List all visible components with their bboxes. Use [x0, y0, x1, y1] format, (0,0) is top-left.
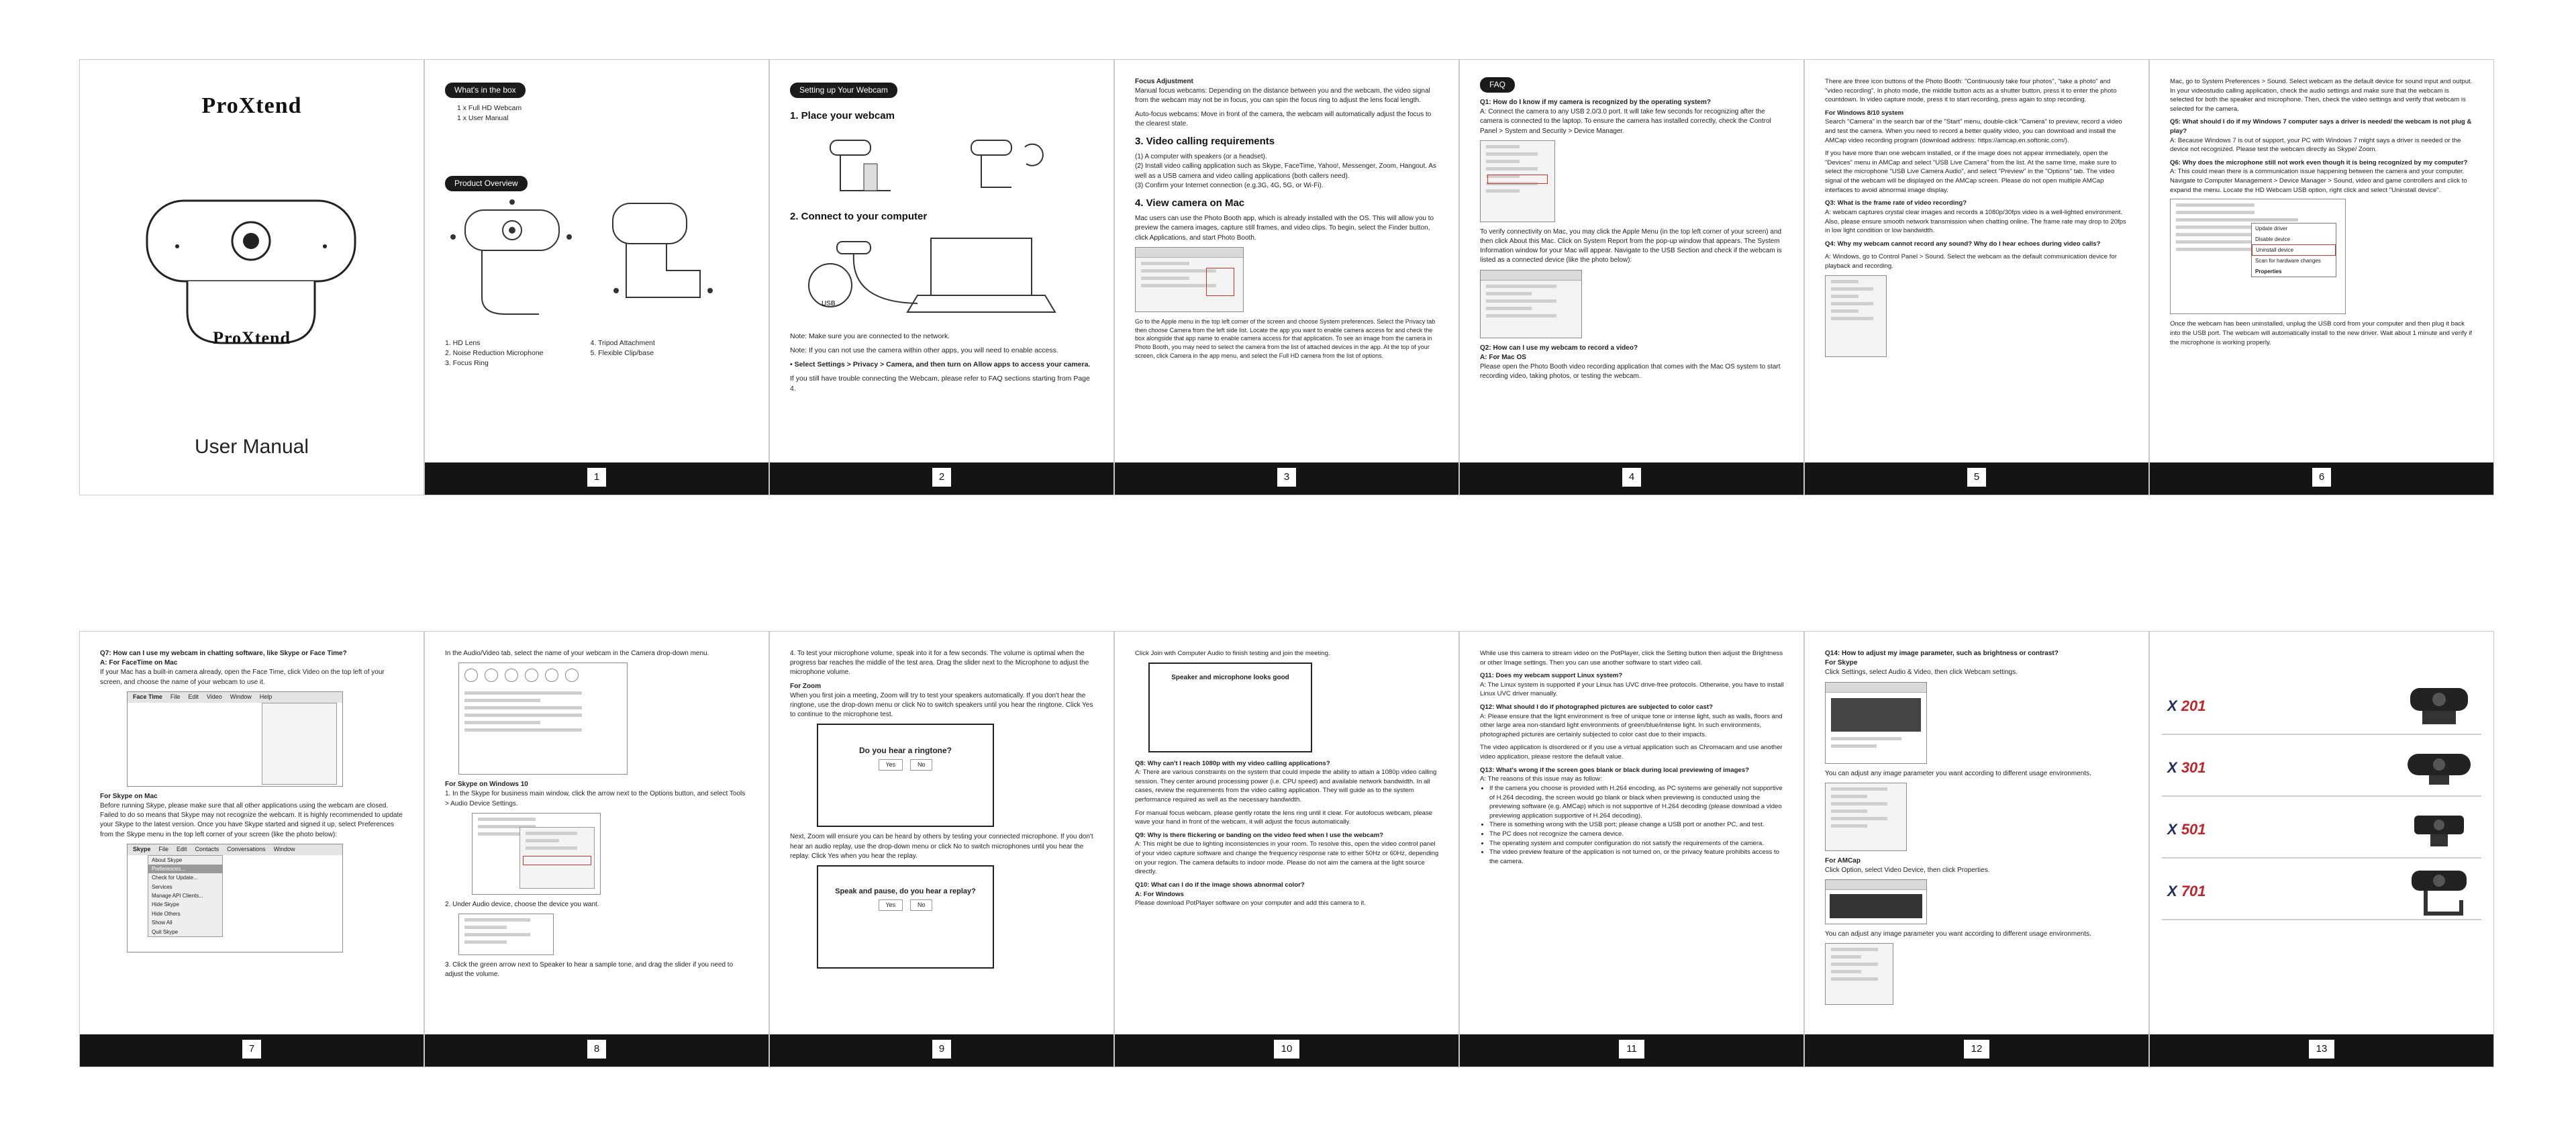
part-label: 2. Noise Reduction Microphone: [445, 348, 544, 357]
body-text: In your videostudio calling application, check the audio settings and make sure that the webcam is selected for both the speaker and microphone. Then, check the video settings and verify that webcam is selected for the camera.: [2170, 87, 2466, 113]
body-text: You can adjust any image parameter you want according to different usage environments.: [1825, 930, 2091, 938]
body-text: Next, Zoom will ensure you can be heard by others by testing your connected microphone. If you don't hear an audio replay, use the drop-down menu or click No to switch microphones until you hear the replay. Click Yes when you hear the replay.: [790, 833, 1093, 860]
page-13: [2149, 631, 2494, 1067]
box-title: What's in the box: [445, 83, 526, 98]
yes-button[interactable]: Yes: [879, 759, 903, 771]
body-text: For manual focus webcam, please gently rotate the lens ring until it clear. For autofocus webcam, please wave your hand in front of the webcam, it will adjust the focus automatically.: [1135, 809, 1433, 826]
page-11: [1459, 631, 1804, 1067]
faq-answer: A: Windows, go to Control Panel > Sound. Select the webcam as the default communication device for playback and recording.: [1825, 253, 2117, 270]
menu-title[interactable]: Help: [259, 693, 273, 701]
section-heading: For Skype on Windows 10: [445, 781, 528, 789]
menu-item[interactable]: Properties: [2255, 268, 2282, 275]
menu-title[interactable]: Contacts: [195, 846, 219, 853]
page-number: 8: [587, 1040, 606, 1059]
brand-logo: ProXtend: [201, 93, 302, 118]
faq-question: Q13: What's wrong if the screen goes blank or black during local previewing of images?: [1480, 766, 1750, 774]
faq-question: Q1: How do I know if my camera is recognized by the operating system?: [1480, 99, 1711, 107]
setup-title: Setting up Your Webcam: [790, 83, 897, 98]
menu-item[interactable]: Manage API Clients...: [152, 893, 203, 899]
page-number: 2: [932, 468, 951, 487]
menu-title[interactable]: Edit: [177, 846, 187, 853]
webcam-photo: [2402, 747, 2476, 787]
menu-item[interactable]: Uninstall device: [2252, 244, 2336, 256]
body-text: Auto-focus webcams: Move in front of the camera, the webcam will automatically adjust the focus to the clearest state.: [1135, 110, 1432, 128]
webcam-photo: [2402, 684, 2476, 728]
faq-answer: A: Please ensure that the light environment is free of unique tone or intense light, such as walls, floors and other large area non-standard light environments of green/blue/intense light. In such environments, photographed pictures are certainly subjected to color cast due to their impacts.: [1480, 712, 1783, 738]
page-9: [769, 631, 1114, 1067]
faq-question: Q9: Why is there flickering or banding on the video feed when I use the webcam?: [1135, 831, 1383, 839]
body-text: Manual focus webcams: Depending on the distance between you and the webcam, the video signal from the webcam may not be in focus, you can spin the focus ring to adjust the lens focal length.: [1135, 87, 1430, 105]
faq-question: Q5: What should I do if my Windows 7 computer says a driver is needed/ the webcam is not plug & play?: [2170, 118, 2472, 136]
cover-page: [79, 59, 424, 495]
facetime-menu-screenshot: [127, 691, 343, 787]
manual-title: User Manual: [194, 436, 309, 458]
body-text: Once the webcam has been uninstalled, unplug the USB cord from your computer and then plug it back into the USB port. The webcam will automatically install to the new driver. Wait about 1 minute and verify if the microphone is working properly.: [2170, 320, 2473, 346]
faq-question: Q6: Why does the microphone still not work even though it is being recognized by my computer?: [2170, 158, 2468, 166]
context-menu: [2251, 223, 2336, 277]
box-item: 1 x User Manual: [457, 113, 509, 122]
body-text: 1. In the Skype for business main window, click the arrow next to the Options button, and select Tools > Audio Device Settings.: [445, 790, 746, 807]
menu-item[interactable]: Disable device: [2255, 236, 2291, 242]
faq-answer: A: The Linux system is supported if your Linux has UVC drive-free protocols. Otherwise, you have to install Linux UVC driver manually.: [1480, 681, 1784, 698]
body-text: In the Audio/Video tab, select the name of your webcam in the Camera drop-down menu.: [445, 650, 709, 657]
amcap-properties-screenshot: [1825, 943, 1893, 1005]
cam-logo: ProXtend: [213, 328, 291, 348]
body-text: Mac, go to System Preferences > Sound. Select webcam as the default device for sound input and output.: [2170, 78, 2473, 85]
webcam-photo: [2402, 809, 2476, 849]
page-12: [1804, 631, 2149, 1067]
faq-answer: A: There are various constraints on the system that could impede the ability to attain a 1080p video calling session. They center around processing power (i.e. CPU speed) and available network bandwidth. In all cases, review the requirements from the video calling application. They will guide as to the system performance required as well as the necessary bandwidth.: [1135, 769, 1437, 804]
body-text: Search "Camera" in the search bar of the "Start" menu, double-click "Camera" to preview, record a video and test the camera. When you need to record a better quality video, you can download and install the AMCap video recording program (download address: https://amcap.en.softonic.com/).: [1825, 118, 2122, 144]
menu-title[interactable]: Video: [206, 693, 222, 701]
menu-item[interactable]: Services: [152, 883, 172, 890]
body-text: Click Option, select Video Device, then click Properties.: [1825, 866, 1990, 874]
system-report-screenshot: [1480, 270, 1582, 338]
menu-title[interactable]: Conversations: [227, 846, 266, 853]
menu-item[interactable]: Show All: [152, 920, 172, 926]
menu-item[interactable]: Check for Update...: [152, 875, 198, 881]
replay-dialog: [817, 865, 994, 969]
body-text: Before running Skype, please make sure that all other applications using the webcam are closed. Failed to do so means that Skype may not recognize the webcam. It is highly recommended to update your Skype to the latest version. Once you have Skype started and signed it up, select Preferences from the Skype menu in the top left corner of your screen (like the photo below):: [100, 801, 403, 838]
model-row: [2162, 679, 2481, 735]
body-text: While use this camera to stream video on the PotPlayer, click the Setting button then adjust the Brightness or other Image settings. Then you can use another software to start video call.: [1480, 650, 1783, 667]
faq-question: Q10: What can I do if the image shows abnormal color?: [1135, 881, 1305, 889]
model-row: [2162, 864, 2481, 920]
faq-answer-title: A: For Mac OS: [1480, 353, 1526, 361]
body-text: (3) Confirm your Internet connection (e.g.3G, 4G, 5G, or Wi-Fi).: [1135, 181, 1324, 189]
page-number: 7: [242, 1040, 261, 1059]
skype-settings-screenshot: [1825, 682, 1927, 764]
sound-settings-screenshot: [1825, 275, 1887, 357]
faq-answer: A: This might be due to lighting inconsistencies in your room. To resolve this, open the video control panel of your video capture software and change the frequency response rate to either 50Hz or 60Hz, depending on your region. The camera defaults to indoor mode. Please do not aim the camera at the light source directly.: [1135, 840, 1439, 876]
page-number: 13: [2309, 1040, 2334, 1059]
audio-device-screenshot: [458, 914, 554, 955]
step-1-heading: 1. Place your webcam: [790, 110, 895, 122]
body-text: To verify connectivity on Mac, you may click the Apple Menu (in the top left corner of your screen) and then click About this Mac. Click on System Report from the pop-up window that appears. The System Information window for your Mac will appear. Navigate to the USB Section and check if the webcam is listed as a connected device (like the photo below):: [1480, 228, 1782, 264]
menu-item[interactable]: Quit Skype: [152, 928, 179, 935]
section-heading: 4. View camera on Mac: [1135, 197, 1245, 209]
no-button[interactable]: No: [910, 759, 933, 771]
faq-answer: A: Connect the camera to any USB 2.0/3.0 port. It will take few seconds for recognizing after the camera is connected to the laptop. To ensure the camera has installed correctly, check the Control Panel > System and Security > Device Manager.: [1480, 108, 1771, 135]
yes-button[interactable]: Yes: [879, 899, 903, 911]
faq-question: Q2: How can I use my webcam to record a video?: [1480, 344, 1638, 352]
model-number: 701: [2181, 883, 2206, 899]
page-number: 10: [1274, 1040, 1299, 1059]
connect-diagram: [790, 228, 1085, 322]
body-text: 3. Click the green arrow next to Speaker to hear a sample tone, and drag the slider if you need to adjust the volume.: [445, 961, 734, 979]
page-number: 3: [1277, 468, 1296, 487]
dialog-title: Speaker and microphone looks good: [1171, 673, 1289, 681]
body-text: The video application is disordered or if you use a virtual application such as Chromacam and use another video application, please restore the default value.: [1480, 744, 1783, 761]
menu-item[interactable]: Update driver: [2255, 226, 2288, 232]
body-text: 2. Under Audio device, choose the device you want.: [445, 900, 599, 908]
brand-mark: X: [2167, 759, 2177, 776]
faq-question: Q4: Why my webcam cannot record any sound? Why do I hear echoes during video calls?: [1825, 240, 2101, 248]
body-text: (2) Install video calling application such as Skype, FaceTime, Yahoo!, Messenger, Zoom, Hangout. As well as a USB camera and video calling applications (both callers need).: [1135, 162, 1436, 180]
audio-check-dialog: [1148, 663, 1312, 752]
menu-item[interactable]: About Skype: [152, 856, 183, 863]
faq-question: Q11: Does my webcam support Linux system?: [1480, 672, 1623, 680]
webcam-photo: [2402, 867, 2476, 918]
faq-question: Q14: How to adjust my image parameter, such as brightness or contrast?: [1825, 650, 2059, 657]
menu-item[interactable]: Hide Others: [152, 910, 181, 917]
section-heading: For Zoom: [790, 682, 822, 690]
faq-question: Q8: Why can't I reach 1080p with my video calling applications?: [1135, 759, 1330, 767]
step-2-heading: 2. Connect to your computer: [790, 211, 928, 223]
part-label: 5. Flexible Clip/base: [590, 348, 654, 357]
menu-item[interactable]: Scan for hardware changes: [2255, 258, 2321, 264]
page-7: [79, 631, 424, 1067]
menu-title[interactable]: Edit: [188, 693, 199, 701]
body-text: Click Join with Computer Audio to finish testing and join the meeting.: [1135, 650, 1330, 657]
page-2: [769, 59, 1114, 495]
part-label: 1. HD Lens: [445, 338, 481, 347]
body-text: 4. To test your microphone volume, speak into it for a few seconds. The volume is optimal when the progress bar reaches the middle of the test area. Drag the slider next to the Microphone to adjust the microphone volume.: [790, 650, 1089, 677]
menu-title[interactable]: Face Time: [133, 693, 162, 701]
section-heading: Focus Adjustment: [1135, 78, 1193, 85]
skype-menu-screenshot: [127, 844, 343, 952]
faq-answer: Please download PotPlayer software on your computer and add this camera to it.: [1135, 899, 1366, 908]
faq-answer: If your Mac has a built-in camera already, open the Face Time, click Video on the top left of your screen, and choose the name of your webcam to use it.: [100, 669, 385, 686]
page-number: 4: [1622, 468, 1641, 487]
tools-menu-screenshot: [472, 813, 601, 895]
device-manager-screenshot: [1480, 140, 1555, 222]
faq-answer: A: The reasons of this issue may as follow:: [1480, 775, 1602, 783]
page-number: 6: [2312, 468, 2331, 487]
menu-title[interactable]: Window: [273, 846, 295, 853]
note: Note: Make sure you are connected to the network.: [790, 332, 950, 341]
faq-answer: A: This could mean there is a communication issue happening between the camera and your computer.: [2170, 168, 2465, 176]
faq-question: Q3: What is the frame rate of video recording?: [1825, 199, 1967, 207]
menu-title[interactable]: Window: [230, 693, 252, 701]
box-item: 1 x Full HD Webcam: [457, 104, 522, 113]
faq-answer: Please open the Photo Booth video recording application that comes with the Mac OS system to start recording video, taking photos, or testing the webcam.: [1480, 362, 1781, 381]
faq-answer-title: A: For Windows: [1135, 890, 1184, 898]
page-number: 5: [1967, 468, 1986, 487]
brand-mark: X: [2167, 883, 2177, 899]
page-6: [2149, 59, 2494, 495]
page-3: [1114, 59, 1459, 495]
bullet-item: • The PC does not recognize the camera device.: [1489, 830, 1785, 839]
page-number: 9: [932, 1040, 951, 1059]
menu-title[interactable]: File: [158, 846, 169, 853]
note: If you still have trouble connecting the Webcam, please refer to FAQ sections starting from Page 4.: [790, 375, 1090, 393]
body-text: (1) A computer with speakers (or a headset).: [1135, 153, 1267, 161]
section-heading: 3. Video calling requirements: [1135, 135, 1275, 147]
faq-answer: A: Because Windows 7 is out of support, your PC with Windows 7 might says a driver is needed or the device not recognized. Please test the webcam directly as Skype/ Zoom.: [2170, 136, 2461, 154]
ringtone-dialog: [817, 724, 994, 827]
device-manager-screenshot: [2170, 199, 2346, 314]
menu-item[interactable]: Hide Skype: [152, 901, 179, 908]
finder-screenshot: [1135, 247, 1244, 312]
no-button[interactable]: No: [910, 899, 933, 911]
body-text: Mac users can use the Photo Booth app, which is already installed with the OS. This will allow you to preview the camera images, capture still frames, and video clips. To begin, select the Finder button, click Applications, and start Photo Booth.: [1135, 215, 1434, 242]
brand-mark: X: [2167, 697, 2177, 714]
usb-label: USB: [822, 299, 836, 307]
faq-question: Q7: How can I use my webcam in chatting software, like Skype or Face Time?: [100, 650, 347, 657]
model-number: 301: [2181, 759, 2206, 776]
body-text: There are three icon buttons of the Photo Booth: "Continuously take four photos", "take a photo" and "video recording". In photo mode, the middle button acts as a shutter button, press it to enter the photo countdown. In video capture mode, press it to start recording, press again to stop recording.: [1825, 78, 2117, 104]
overview-title: Product Overview: [445, 176, 528, 191]
faq-answer-title: A: For FaceTime on Mac: [100, 659, 178, 667]
section-heading: For Windows 8/10 system: [1825, 109, 1904, 117]
body-text: Go to the Apple menu in the top left corner of the screen and choose System preferences. Select the Privacy tab then choose Camera from the left side list. Locate the app you want to enable camera access for and check the box alongside that app name to enable camera access for that application. To see an image from the camera in Photo Booth, you may need to select the camera from the list of attached devices in the app. At the top of your screen, click Camera in the app menu, and select the Full HD camera from the list of options.: [1135, 317, 1436, 359]
place-webcam-diagram: [790, 127, 1085, 201]
model-number: 201: [2181, 697, 2206, 714]
cover-footer: [80, 462, 424, 495]
bullet-item: • There is something wrong with the USB port; please change a USB port or another PC, and test.: [1489, 820, 1785, 830]
model-row: [2162, 740, 2481, 797]
model-row: [2162, 802, 2481, 859]
product-diagram: [445, 197, 740, 331]
body-text: When you first join a meeting, Zoom will try to test your speakers automatically. If you don't hear the ringtone, use the drop-down menu or click No to switch speakers until you hear the ringtone. Click Yes to continue to the microphone test.: [790, 691, 1093, 719]
faq-answer: A: webcam captures crystal clear images and records a 1080p/30fps video is a well-lighted environment. Also, please ensure smooth network transmission when chatting online. The frame rate may drop to 20fps in low light condition or low bandwidth.: [1825, 208, 2126, 235]
model-number: 501: [2181, 821, 2206, 838]
part-label: 4. Tripod Attachment: [590, 338, 655, 347]
amcap-screenshot: [1825, 879, 1927, 924]
body-text: You can adjust any image parameter you want according to different usage environments.: [1825, 769, 2091, 777]
page-5: [1804, 59, 2149, 495]
brand-mark: X: [2167, 821, 2177, 838]
bullet-item: • If the camera you choose is provided with H.264 encoding, as PC systems are generally not supportive of H.264 decoding, the screen would go blank or black when previewing is conducted using the previewing software (e.g. AMCap) which is not supportive of H.264 decoding (please download a video previewing application supportive of H.264 decoding).: [1489, 784, 1785, 820]
section-heading: For Skype: [1825, 659, 1858, 667]
page-number: 12: [1964, 1040, 1989, 1059]
page-4: [1459, 59, 1804, 495]
menu-item[interactable]: Preferences...: [148, 865, 222, 873]
body-text: Click Settings, select Audio & Video, then click Webcam settings.: [1825, 669, 2018, 677]
menu-title[interactable]: File: [170, 693, 181, 701]
menu-title[interactable]: Skype: [133, 846, 151, 853]
part-label: 3. Focus Ring: [445, 358, 489, 367]
page-number: 11: [1619, 1040, 1644, 1059]
faq-question: Q12: What should I do if photographed pictures are subjected to color cast?: [1480, 703, 1714, 712]
faq-title: FAQ: [1480, 77, 1515, 93]
section-heading: For AMCap: [1825, 856, 1861, 865]
dialog-title: Speak and pause, do you hear a replay?: [835, 887, 976, 895]
audio-video-settings-screenshot: [458, 663, 628, 775]
page-10: [1114, 631, 1459, 1067]
page-number: 1: [587, 468, 606, 487]
page-1: [424, 59, 769, 495]
body-text: Navigate to Computer Management > Device Manager > Sound, video and game controllers and click to expand the menu. Locate the HD Webcam USB option, right click and select "Uninstall device".: [2170, 177, 2467, 194]
bullet-item: • The operating system and computer configuration do not satisfy the requirements of the camera.: [1489, 839, 1785, 848]
dialog-title: Do you hear a ringtone?: [858, 746, 952, 756]
body-text: If you have more than one webcam installed, or if the image does not appear immediately, open the "Devices" menu in AMCap and select "USB Live Camera" from the list. At the same time, make sure to select the microphone "USB Live Camera Audio", and select "Preview" in the "Options" tab. The video signal of the webcam will be displayed on the AMCap screen. Please do not open multiple AMCap interfaces to avoid abnormal image display.: [1825, 150, 2117, 194]
section-heading: For Skype on Mac: [100, 792, 158, 800]
webcam-properties-screenshot: [1825, 783, 1907, 851]
page-8: [424, 631, 769, 1067]
bullet-item: • The video preview feature of the application is not turned on, or the privacy feature prohibits access to the camera.: [1489, 848, 1785, 866]
note: Note: If you can not use the camera within other apps, you will need to enable access.: [790, 346, 1058, 355]
note: • Select Settings > Privacy > Camera, and then turn on Allow apps to access your camera.: [790, 360, 1091, 369]
